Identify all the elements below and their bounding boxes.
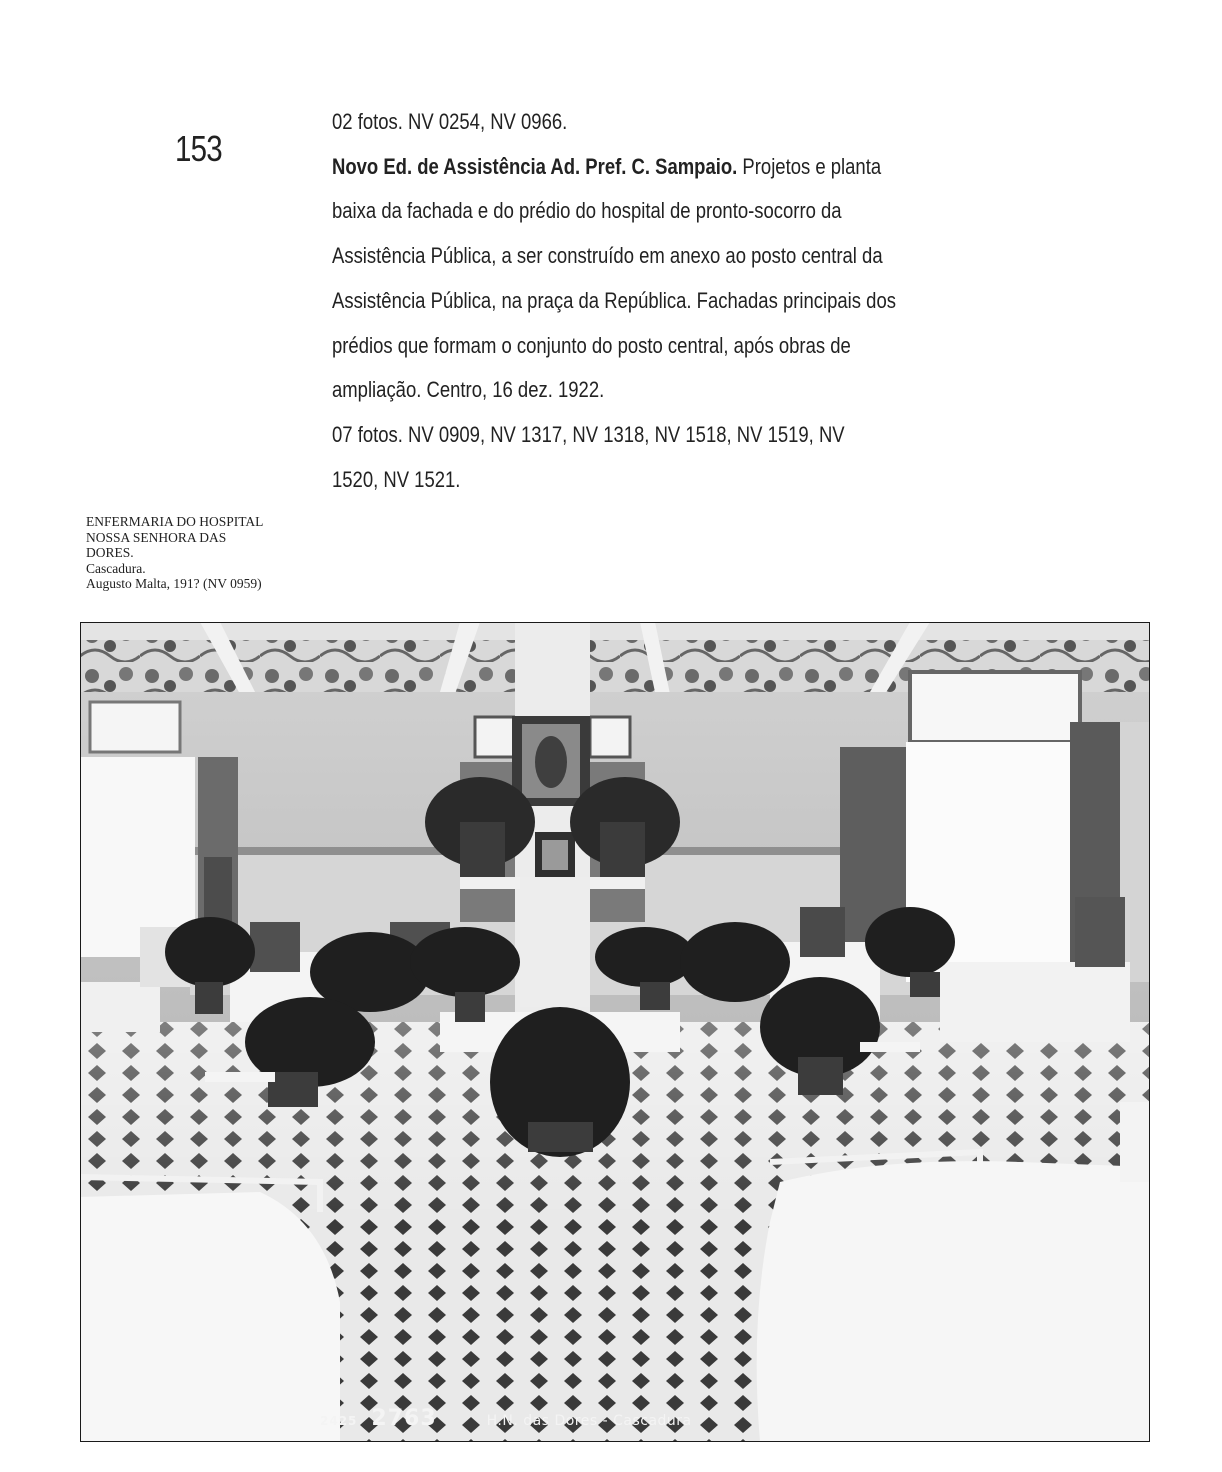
entry-line: Assistência Pública, a ser construído em anexo ao posto central da <box>332 243 883 269</box>
inscription-small-number: 2425 <box>320 1414 358 1428</box>
entry-line: 07 fotos. NV 0909, NV 1317, NV 1318, NV 1518, NV 1519, NV <box>332 421 845 447</box>
entry-line: 1520, NV 1521. <box>332 466 461 492</box>
hospital-ward-photo <box>80 622 1150 1442</box>
caption-credit: Augusto Malta, 191? (NV 0959) <box>86 576 262 591</box>
entry-title: Novo Ed. de Assistência Ad. Pref. C. Sampaio. <box>332 153 738 179</box>
page-number: 153 <box>175 128 222 169</box>
inscription-number: 2763 <box>371 1406 437 1431</box>
entry-line: baixa da fachada e do prédio do hospital de pronto-socorro da <box>332 198 842 224</box>
catalog-entry <box>332 100 932 502</box>
inscription-text: H.N. das Dores - Cascadura <box>486 1413 692 1429</box>
entry-line: ampliação. Centro, 16 dez. 1922. <box>332 377 605 403</box>
caption-title: DORES. <box>86 545 134 560</box>
entry-title-line <box>332 145 882 190</box>
entry-line: Assistência Pública, na praça da República. Fachadas principais dos <box>332 287 896 313</box>
caption-title: ENFERMARIA DO HOSPITAL <box>86 514 264 529</box>
caption-place: Cascadura. <box>86 560 146 576</box>
ward-photo-illustration <box>80 622 1150 1442</box>
entry-line: Projetos e planta <box>737 153 882 179</box>
entry-line: 02 fotos. NV 0254, NV 0966. <box>332 109 568 134</box>
caption-title: NOSSA SENHORA DAS <box>86 529 227 545</box>
entry-line: prédios que formam o conjunto do posto central, após obras de <box>332 332 851 358</box>
photo-caption <box>86 514 326 592</box>
photo-inscription <box>320 1406 692 1431</box>
